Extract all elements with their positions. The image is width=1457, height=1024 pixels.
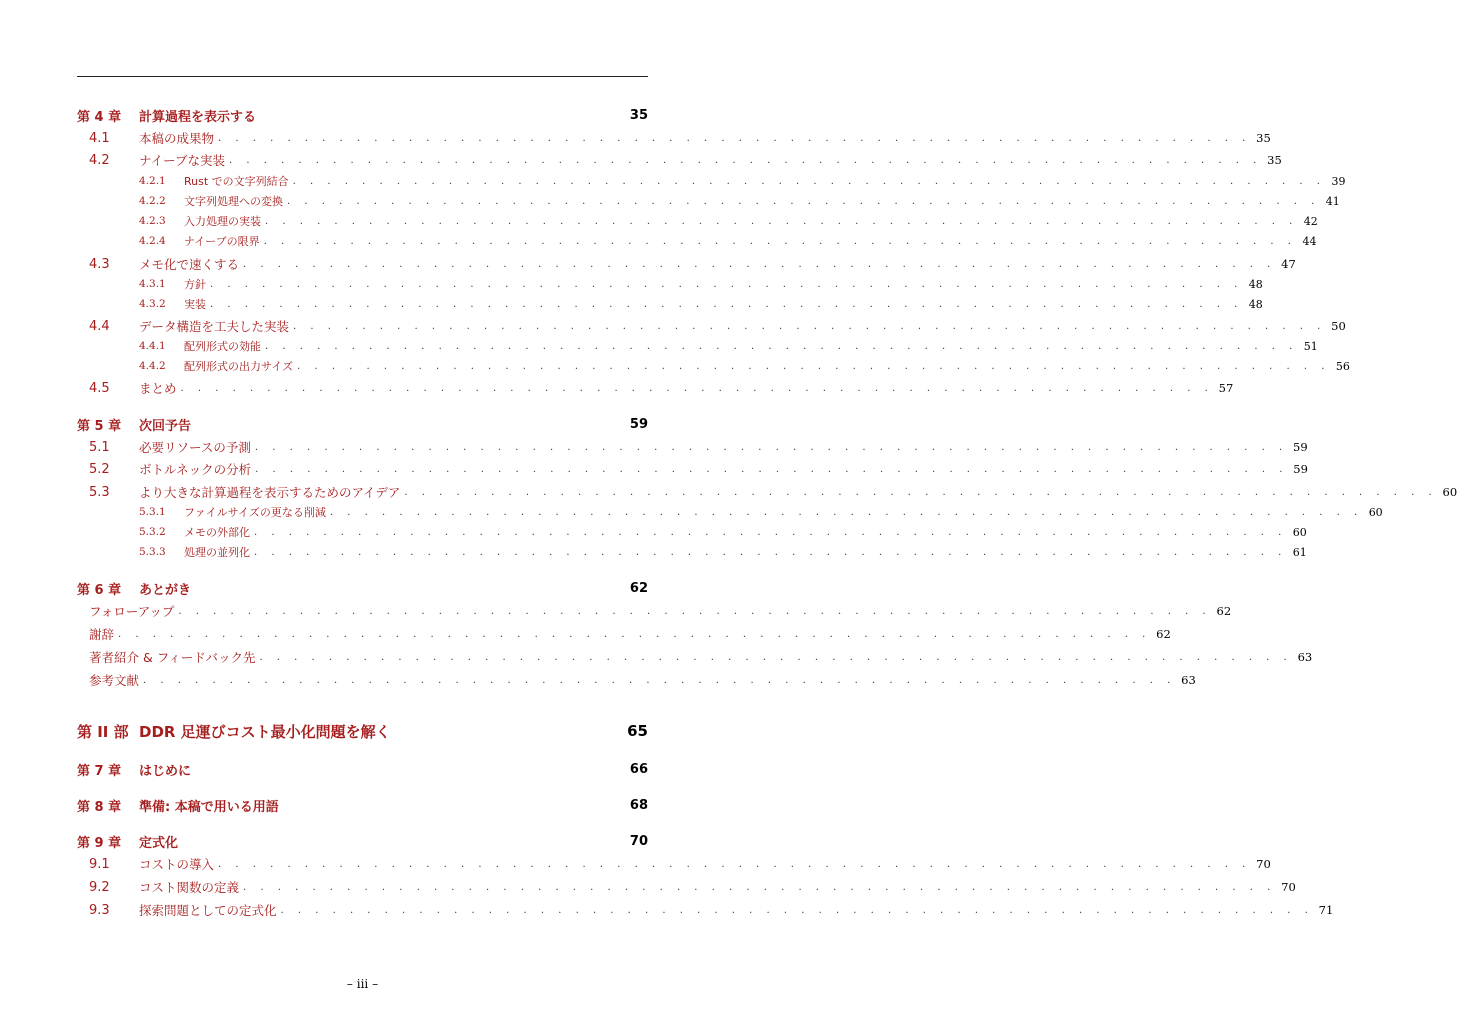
subsection-title: 配列形式の出力サイズ [184,360,294,373]
page-number: 70 [629,833,648,849]
page-number: 35 [629,107,648,123]
page-number: 56 [1335,359,1350,373]
section-title: コスト関数の定義 [139,880,240,895]
dot-leader: . . . . . . . . . . . . . . . . . . . . . . . . . . . . . . . . . . . . . . . . . . . . . . . . . . . . . . . . . . . . [265,215,1298,227]
section-number: 9.3 [89,902,110,918]
dot-leader: . . . . . . . . . . . . . . . . . . . . . . . . . . . . . . . . . . . . . . . . . . . . . . . . . . . . . . . . . . . . [404,486,1438,498]
toc-section-5-3[interactable] [77,482,1457,502]
page-number: 57 [1218,381,1234,395]
subsection-title: 入力処理の実装 [184,215,261,228]
toc-section-9-3[interactable] [77,900,1334,920]
chapter-title: 定式化 [139,835,179,851]
chapter-title: 次回予告 [139,418,192,434]
toc-item-author-feedback[interactable] [77,647,1313,667]
dot-leader: . . . . . . . . . . . . . . . . . . . . . . . . . . . . . . . . . . . . . . . . . . . . . . . . . . . . . . . . . . . . [210,298,1243,310]
subsection-number: 4.4.1 [139,340,166,352]
dot-leader: . . . . . . . . . . . . . . . . . . . . . . . . . . . . . . . . . . . . . . . . . . . . . . . . . . . . . . . . . . . . [287,195,1320,207]
page-number: 62 [1216,604,1232,618]
page-number: 59 [1293,462,1308,476]
section-number: 4.1 [89,130,110,146]
toc-subsection-4-3-2[interactable] [77,294,1263,314]
dot-leader: . . . . . . . . . . . . . . . . . . . . . . . . . . . . . . . . . . . . . . . . . . . . . . . . . . . . . . . . . . . . [118,628,1151,640]
dot-leader: . . . . . . . . . . . . . . . . . . . . . . . . . . . . . . . . . . . . . . . . . . . . . . . . . . . . . . . . . . . . [293,320,1326,332]
section-title: ナイーブな実装 [139,153,226,168]
dot-leader: . . . . . . . . . . . . . . . . . . . . . . . . . . . . . . . . . . . . . . . . . . . . . . . . . . . . . . . . . . . . [178,605,1212,617]
subsection-title: 文字列処理への変換 [184,195,283,208]
section-title: コストの導入 [139,857,215,872]
section-number: 9.2 [89,879,110,895]
toc-subsection-4-2-3[interactable] [77,211,1318,231]
dot-leader: . . . . . . . . . . . . . . . . . . . . . . . . . . . . . . . . . . . . . . . . . . . . . . . . . . . . . . . . . . . . [229,154,1262,166]
section-title: ボトルネックの分析 [139,462,252,477]
toc-chapter-7[interactable] [77,759,648,779]
page-number: 59 [629,416,648,432]
toc-subsection-5-3-2[interactable] [77,522,1307,542]
chapter-number: 第 6 章 [77,582,122,598]
section-number: 4.2 [89,152,110,168]
page-number: 60 [1442,485,1457,499]
subsection-title: Rust での文字列結合 [184,175,289,188]
section-number: 4.3 [89,256,110,272]
page-number: 60 [1368,505,1383,519]
toc-chapter-5[interactable] [77,414,648,434]
section-number: 4.5 [89,380,110,396]
toc-section-4-5[interactable] [77,378,1234,398]
page-number: 48 [1248,277,1263,291]
toc-part-2[interactable] [77,721,648,741]
subsection-number: 5.3.3 [139,546,166,558]
subsection-number: 4.2.2 [139,195,166,207]
toc-section-9-2[interactable] [77,877,1296,897]
subsection-number: 5.3.1 [139,506,166,518]
chapter-number: 第 4 章 [77,109,122,125]
page-number: 62 [629,580,648,596]
subsection-title: ナイーブの限界 [184,235,260,248]
page-number: 44 [1302,234,1317,248]
chapter-number: 第 5 章 [77,418,122,434]
page-number: 65 [627,722,648,740]
page-footer-number: – iii – [346,977,379,991]
page-number: 50 [1331,319,1346,333]
item-title: 謝辞 [89,627,115,642]
page-number: 35 [1267,153,1282,167]
dot-leader: . . . . . . . . . . . . . . . . . . . . . . . . . . . . . . . . . . . . . . . . . . . . . . . . . . . . . . . . . . . . [243,881,1276,893]
subsection-number: 5.3.2 [139,526,166,538]
page-number: 51 [1303,339,1318,353]
chapter-title: 準備: 本稿で用いる用語 [139,799,279,815]
dot-leader: . . . . . . . . . . . . . . . . . . . . . . . . . . . . . . . . . . . . . . . . . . . . . . . . . . . . . . . . . . . . [263,235,1297,247]
section-number: 9.1 [89,856,110,872]
dot-leader: . . . . . . . . . . . . . . . . . . . . . . . . . . . . . . . . . . . . . . . . . . . . . . . . . . . . . . . . . . . . [265,340,1298,352]
dot-leader: . . . . . . . . . . . . . . . . . . . . . . . . . . . . . . . . . . . . . . . . . . . . . . . . . . . . . . . . . . . . [255,463,1288,475]
dot-leader: . . . . . . . . . . . . . . . . . . . . . . . . . . . . . . . . . . . . . . . . . . . . . . . . . . . . . . . . . . . . [297,360,1330,372]
subsection-number: 4.2.1 [139,175,166,187]
subsection-number: 4.2.3 [139,215,166,227]
item-title: フォローアップ [89,604,175,619]
section-title: 探索問題としての定式化 [139,903,277,918]
chapter-title: 計算過程を表示する [139,109,257,125]
page-number: 48 [1248,297,1263,311]
part-number: 第 II 部 [77,722,129,741]
chapter-number: 第 9 章 [77,835,122,851]
section-number: 5.3 [89,484,110,500]
subsection-title: ファイルサイズの更なる削減 [184,506,326,519]
dot-leader: . . . . . . . . . . . . . . . . . . . . . . . . . . . . . . . . . . . . . . . . . . . . . . . . . . . . . . . . . . . . [254,546,1287,558]
toc-section-4-3[interactable] [77,254,1296,274]
dot-leader: . . . . . . . . . . . . . . . . . . . . . . . . . . . . . . . . . . . . . . . . . . . . . . . . . . . . . . . . . . . . [254,441,1288,453]
page-number: 61 [1292,545,1307,559]
section-number: 5.2 [89,461,110,477]
toc-subsection-4-4-1[interactable] [77,336,1318,356]
dot-leader: . . . . . . . . . . . . . . . . . . . . . . . . . . . . . . . . . . . . . . . . . . . . . . . . . . . . . . . . . . . . [143,674,1176,686]
dot-leader: . . . . . . . . . . . . . . . . . . . . . . . . . . . . . . . . . . . . . . . . . . . . . . . . . . . . . . . . . . . . [210,278,1243,290]
chapter-number: 第 7 章 [77,763,122,779]
toc-chapter-9[interactable] [77,831,648,851]
subsection-title: 配列形式の効能 [184,340,261,353]
dot-leader: . . . . . . . . . . . . . . . . . . . . . . . . . . . . . . . . . . . . . . . . . . . . . . . . . . . . . . . . . . . . [280,904,1314,916]
section-number: 5.1 [89,439,110,455]
page-number: 63 [1297,650,1313,664]
toc-chapter-4[interactable] [77,105,648,125]
section-title: 本稿の成果物 [139,131,215,146]
chapter-number: 第 8 章 [77,799,122,815]
subsection-number: 4.4.2 [139,360,166,372]
subsection-title: メモの外部化 [184,526,250,539]
section-title: より大きな計算過程を表示するためのアイデア [139,485,401,500]
dot-leader: . . . . . . . . . . . . . . . . . . . . . . . . . . . . . . . . . . . . . . . . . . . . . . . . . . . . . . . . . . . . [329,506,1363,518]
subsection-number: 4.2.4 [139,235,166,247]
page-number: 66 [629,761,648,777]
section-number: 4.4 [89,318,110,334]
page-number: 63 [1181,673,1196,687]
page-number: 71 [1318,903,1334,917]
toc-subsection-5-3-3[interactable] [77,542,1307,562]
toc-chapter-8[interactable] [77,795,648,815]
subsection-title: 実装 [184,298,206,311]
toc-section-4-1[interactable] [77,128,1271,148]
section-title: メモ化で速くする [139,257,240,272]
toc-subsection-4-2-4[interactable] [77,231,1317,251]
toc-subsection-4-3-1[interactable] [77,274,1263,294]
page-number: 70 [1281,880,1296,894]
dot-leader: . . . . . . . . . . . . . . . . . . . . . . . . . . . . . . . . . . . . . . . . . . . . . . . . . . . . . . . . . . . . [243,258,1276,270]
toc-chapter-6[interactable] [77,578,648,598]
dot-leader: . . . . . . . . . . . . . . . . . . . . . . . . . . . . . . . . . . . . . . . . . . . . . . . . . . . . . . . . . . . . [218,858,1251,870]
dot-leader: . . . . . . . . . . . . . . . . . . . . . . . . . . . . . . . . . . . . . . . . . . . . . . . . . . . . . . . . . . . . [292,175,1326,187]
subsection-title: 処理の並列化 [184,546,250,559]
part-title: DDR 足運びコスト最小化問題を解く [139,722,391,741]
chapter-title: あとがき [139,582,192,598]
page-number: 35 [1256,131,1271,145]
page-number: 60 [1292,525,1307,539]
subsection-number: 4.3.1 [139,278,166,290]
toc-section-5-1[interactable] [77,437,1308,457]
subsection-title: 方針 [184,278,206,291]
page-number: 70 [1256,857,1271,871]
chapter-title: はじめに [139,763,192,779]
subsection-number: 4.3.2 [139,298,166,310]
page-number: 62 [1156,627,1171,641]
page-number: 47 [1281,257,1296,271]
toc-item-references[interactable] [77,670,1196,690]
section-title: 必要リソースの予測 [139,440,251,455]
dot-leader: . . . . . . . . . . . . . . . . . . . . . . . . . . . . . . . . . . . . . . . . . . . . . . . . . . . . . . . . . . . . [218,132,1251,144]
page-number: 68 [629,797,648,813]
dot-leader: . . . . . . . . . . . . . . . . . . . . . . . . . . . . . . . . . . . . . . . . . . . . . . . . . . . . . . . . . . . . [254,526,1287,538]
section-title: まとめ [139,381,177,396]
toc-subsection-4-4-2[interactable] [77,356,1350,376]
page-number: 39 [1331,174,1346,188]
toc-item-acknowledgements[interactable] [77,624,1171,644]
dot-leader: . . . . . . . . . . . . . . . . . . . . . . . . . . . . . . . . . . . . . . . . . . . . . . . . . . . . . . . . . . . . [180,382,1214,394]
toc-section-4-4[interactable] [77,316,1346,336]
section-title: データ構造を工夫した実装 [139,319,290,334]
page-number: 59 [1293,440,1308,454]
toc-subsection-4-2-2[interactable] [77,191,1340,211]
toc-subsection-5-3-1[interactable] [77,502,1383,522]
dot-leader: . . . . . . . . . . . . . . . . . . . . . . . . . . . . . . . . . . . . . . . . . . . . . . . . . . . . . . . . . . . . [259,651,1293,663]
page-number: 42 [1303,214,1318,228]
item-title: 著者紹介 & フィードバック先 [89,650,256,665]
toc-section-9-1[interactable] [77,854,1271,874]
toc-item-followup[interactable] [77,601,1232,621]
toc-section-4-2[interactable] [77,150,1282,170]
toc-subsection-4-2-1[interactable] [77,171,1346,191]
item-title: 参考文献 [89,673,140,688]
header-rule [77,76,648,77]
toc-section-5-2[interactable] [77,459,1308,479]
page-number: 41 [1325,194,1340,208]
